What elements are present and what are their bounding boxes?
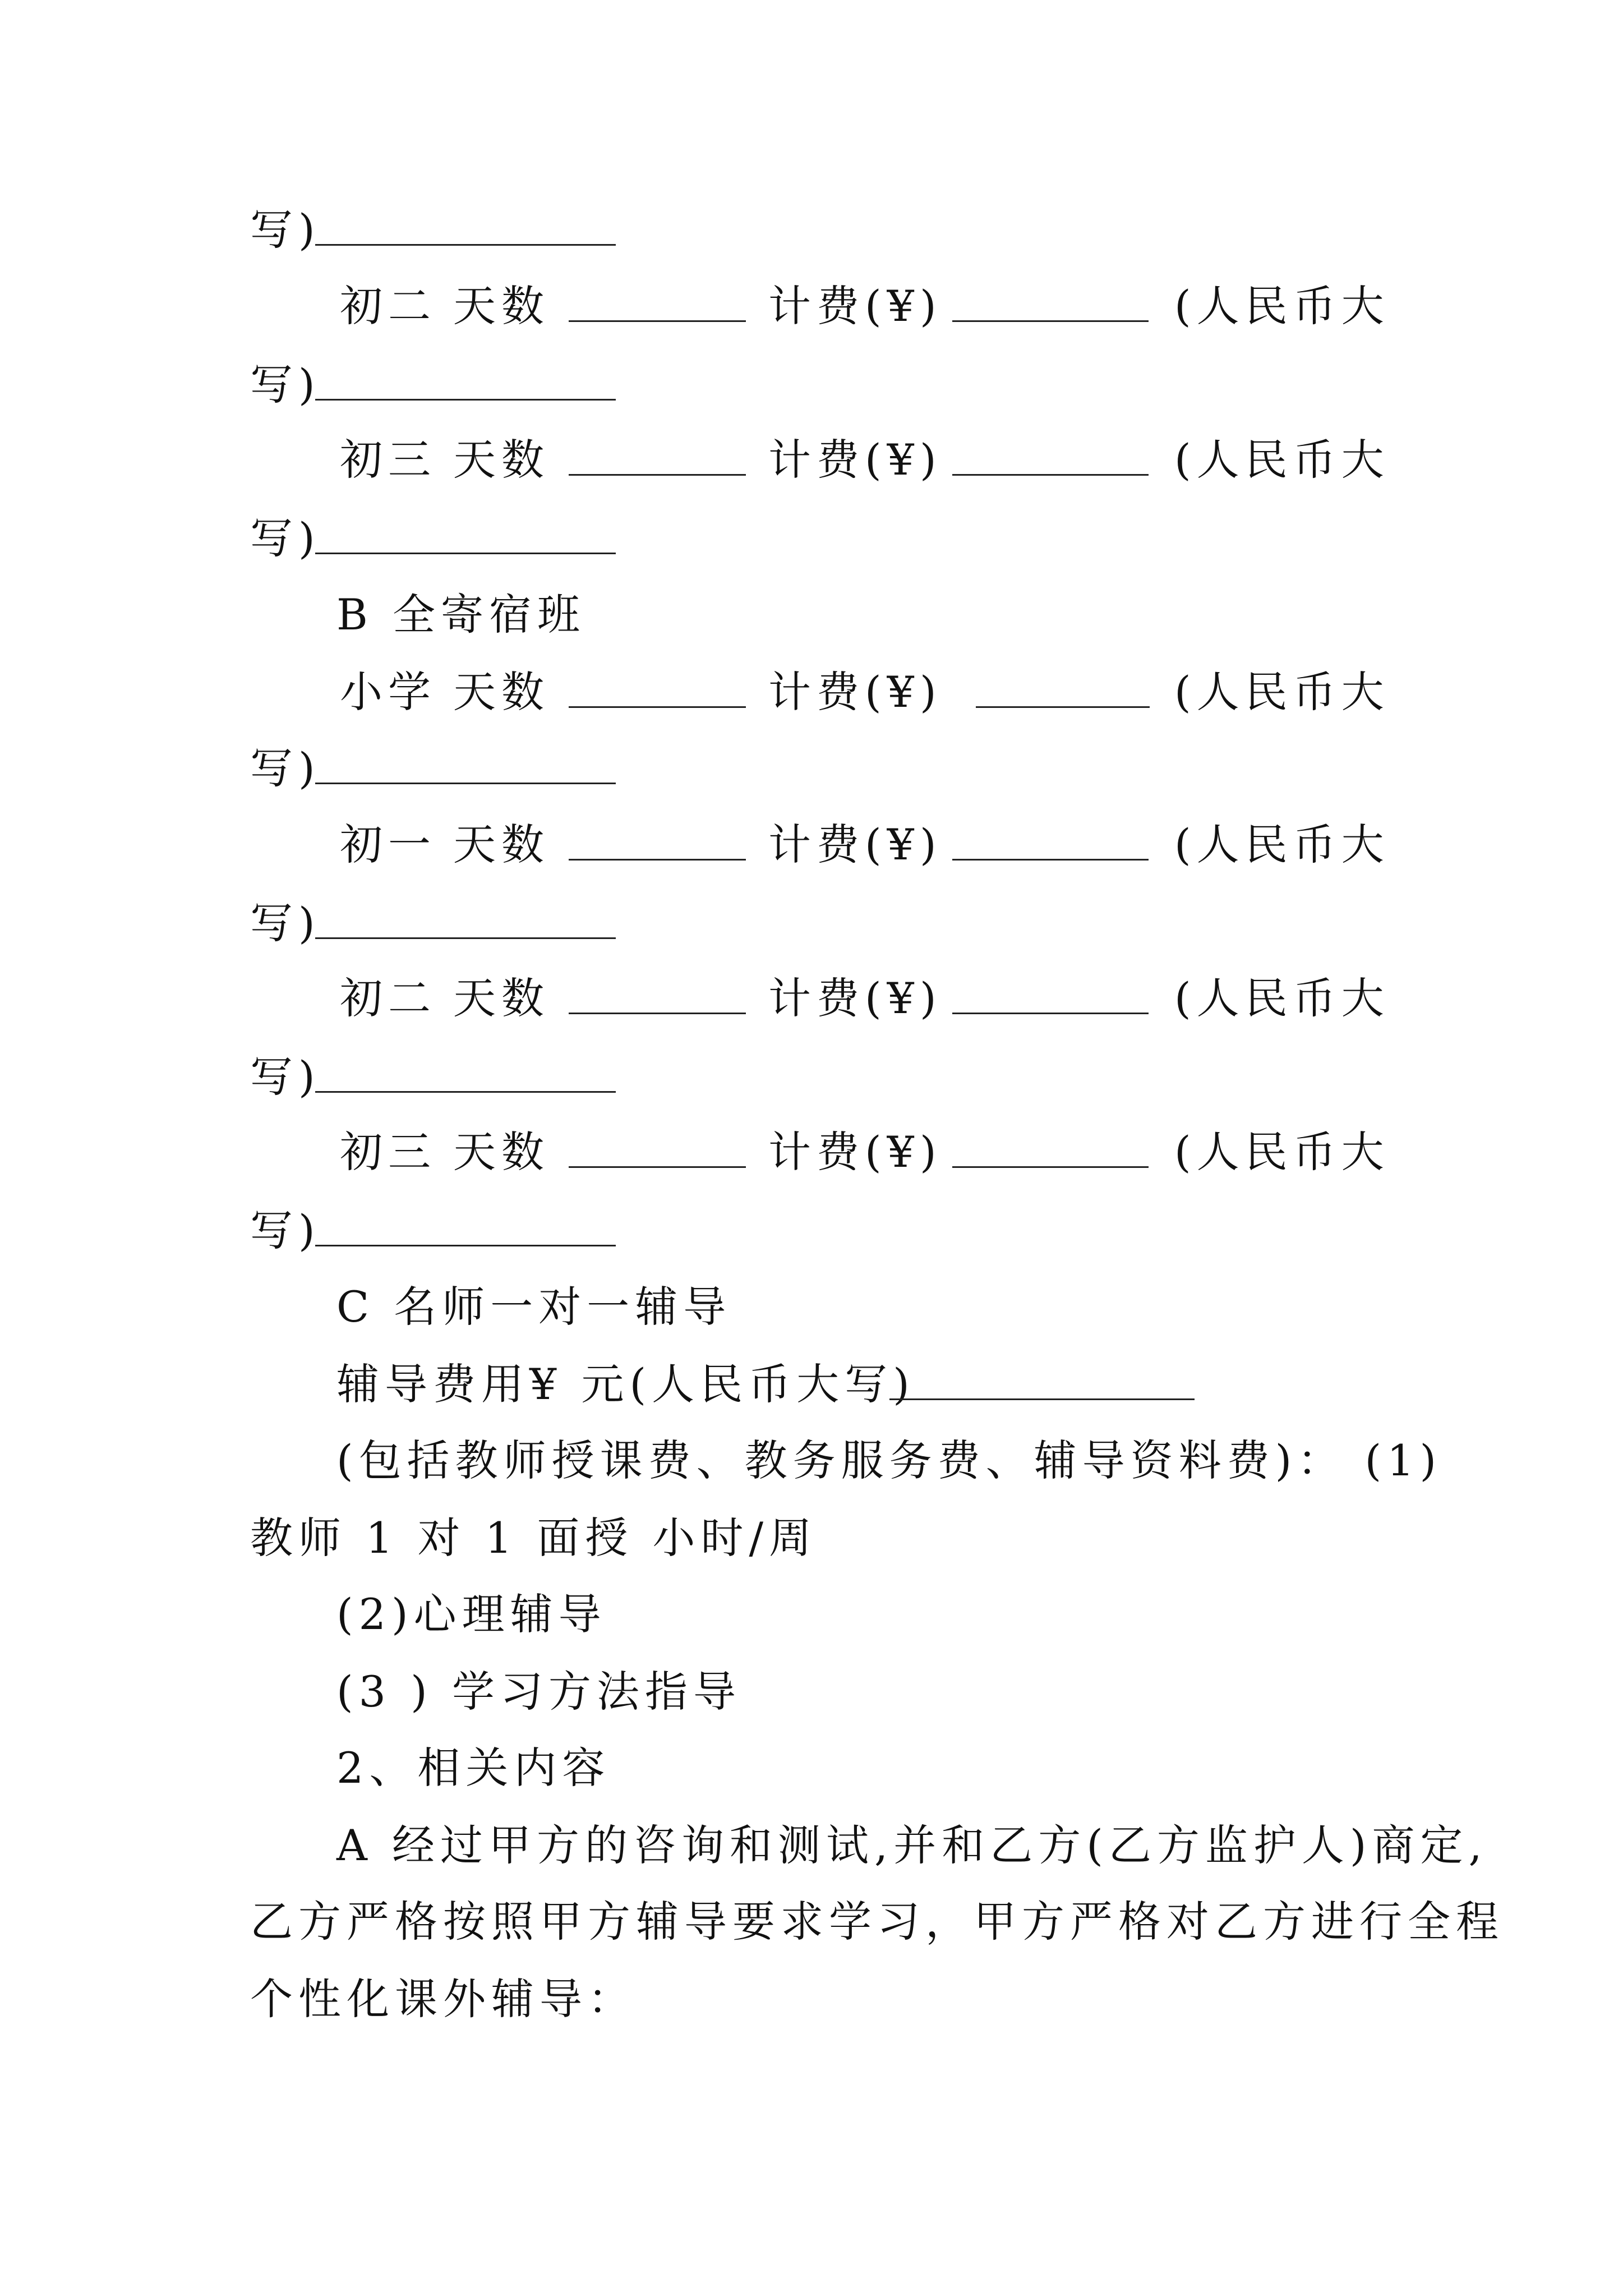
- fee-blank: [952, 474, 1149, 476]
- grade-label: 初一: [340, 820, 436, 869]
- rmb-uppercase-blank: [315, 937, 616, 939]
- text-line: [0, 1894, 1623, 1950]
- continuation-text: 写): [250, 1205, 321, 1255]
- fee-label: 计费(¥): [768, 973, 942, 1023]
- section-number-heading: 2、相关内容: [336, 1743, 611, 1793]
- paragraph-line: A 经过甲方的咨询和测试,并和乙方(乙方监护人)商定,: [336, 1820, 1488, 1870]
- paragraph-line: 个性化课外辅导：: [250, 1974, 636, 2024]
- section-heading: [0, 587, 1623, 643]
- days-label: 天数: [453, 435, 550, 485]
- continuation-line: [0, 1203, 1623, 1259]
- continuation-line: [0, 740, 1623, 797]
- fee-blank: [952, 1013, 1149, 1014]
- continuation-text: 写): [250, 360, 321, 409]
- days-label: 天数: [453, 281, 550, 331]
- grade-label: 初三: [340, 1127, 436, 1177]
- one-on-one-text: 教师 1 对 1 面授 小时/周: [250, 1513, 818, 1563]
- text-line: [0, 1971, 1623, 2027]
- paragraph-line: 乙方严格按照甲方辅导要求学习，甲方严格对乙方进行全程: [250, 1897, 1504, 1947]
- rmb-uppercase-blank: [315, 783, 616, 784]
- rmb-uppercase-blank: [315, 1245, 616, 1246]
- rmb-label: (人民币大: [1174, 435, 1390, 485]
- grade-label: 初二: [340, 281, 436, 331]
- days-blank: [569, 1166, 746, 1168]
- days-blank: [569, 320, 746, 322]
- rmb-label: (人民币大: [1174, 820, 1390, 869]
- fee-row: [0, 970, 1623, 1027]
- text-line: [0, 1510, 1623, 1566]
- fee-label: 计费(¥): [768, 435, 942, 485]
- text-line: [0, 1356, 1623, 1412]
- text-line: [0, 1818, 1623, 1874]
- fee-row: [0, 1124, 1623, 1180]
- fee-row: [0, 278, 1623, 334]
- fee-row: [0, 817, 1623, 873]
- fee-label: 计费(¥): [768, 281, 942, 331]
- section-heading: [0, 1279, 1623, 1335]
- days-blank: [569, 474, 746, 476]
- fee-blank: [952, 1166, 1149, 1168]
- fee-blank: [952, 320, 1149, 322]
- days-blank: [569, 1013, 746, 1014]
- section-title: C 名师一对一辅导: [336, 1282, 732, 1332]
- continuation-text: 写): [250, 898, 321, 948]
- rmb-uppercase-blank: [315, 553, 616, 554]
- fee-includes-text: (包括教师授课费、教务服务费、辅导资料费)： (1): [336, 1435, 1442, 1485]
- continuation-text: 写): [250, 205, 321, 255]
- text-line: [0, 1433, 1623, 1489]
- fee-label: 计费(¥): [768, 1127, 942, 1177]
- continuation-text: 写): [250, 1052, 321, 1102]
- fee-blank: [976, 706, 1150, 708]
- grade-label: 初二: [340, 973, 436, 1023]
- days-blank: [569, 859, 746, 861]
- rmb-uppercase-blank: [315, 244, 616, 246]
- days-label: 天数: [453, 667, 550, 717]
- section-title: B 全寄宿班: [336, 590, 586, 639]
- continuation-line: [0, 1049, 1623, 1105]
- counseling-item: (2)心理辅导: [336, 1589, 607, 1639]
- fee-blank: [952, 859, 1149, 861]
- method-guidance-item: (3 ) 学习方法指导: [336, 1667, 741, 1717]
- rmb-uppercase-blank: [889, 1398, 1195, 1400]
- tutoring-fee-text: 辅导费用¥ 元(人民币大写): [336, 1359, 915, 1409]
- fee-row: [0, 664, 1623, 720]
- fee-label: 计费(¥): [768, 820, 942, 869]
- fee-row: [0, 432, 1623, 488]
- text-line: [0, 1586, 1623, 1642]
- days-label: 天数: [453, 1127, 550, 1177]
- continuation-text: 写): [250, 513, 321, 563]
- rmb-label: (人民币大: [1174, 281, 1390, 331]
- days-blank: [569, 706, 746, 708]
- text-line: [0, 1664, 1623, 1720]
- continuation-line: [0, 202, 1623, 258]
- fee-label: 计费(¥): [768, 667, 942, 717]
- days-label: 天数: [453, 820, 550, 869]
- grade-label: 初三: [340, 435, 436, 485]
- grade-label: 小学: [340, 667, 436, 717]
- continuation-line: [0, 357, 1623, 413]
- continuation-line: [0, 895, 1623, 951]
- days-label: 天数: [453, 973, 550, 1023]
- rmb-uppercase-blank: [315, 399, 616, 401]
- continuation-line: [0, 510, 1623, 567]
- text-line: [0, 1740, 1623, 1796]
- rmb-label: (人民币大: [1174, 973, 1390, 1023]
- rmb-label: (人民币大: [1174, 1127, 1390, 1177]
- rmb-label: (人民币大: [1174, 667, 1390, 717]
- continuation-text: 写): [250, 743, 321, 793]
- rmb-uppercase-blank: [315, 1091, 616, 1093]
